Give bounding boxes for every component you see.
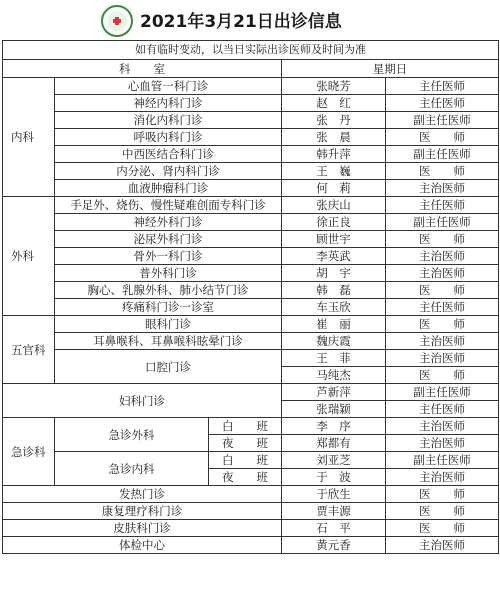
emergency-unit: 急诊外科 [55, 418, 209, 452]
doctor-name: 于 波 [282, 469, 386, 486]
shift-name: 夜 班 [209, 469, 282, 486]
table-row [3, 231, 499, 248]
page-title: 2021年3月21日出诊信息 [140, 12, 342, 32]
doctor-name: 胡 宇 [282, 265, 386, 282]
category-internal: 内科 [3, 78, 55, 197]
doctor-title: 医 师 [386, 316, 499, 333]
doctor-title: 主任医师 [386, 197, 499, 214]
clinic-name: 中西医结合科门诊 [55, 146, 282, 163]
doctor-title: 医 师 [386, 231, 499, 248]
doctor-title: 医 师 [386, 367, 499, 384]
doctor-name: 郑都有 [282, 435, 386, 452]
clinic-name: 康复理疗科门诊 [3, 503, 282, 520]
shift-name: 白 班 [209, 452, 282, 469]
doctor-name: 李 序 [282, 418, 386, 435]
clinic-name: 胸心、乳腺外科、肺小结节门诊 [55, 282, 282, 299]
doctor-name: 赵 红 [282, 95, 386, 112]
table-row [3, 418, 499, 435]
doctor-name: 马纯杰 [282, 367, 386, 384]
doctor-name: 魏庆霞 [282, 333, 386, 350]
table-row [3, 163, 499, 180]
doctor-title: 主任医师 [386, 401, 499, 418]
clinic-name: 手足外、烧伤、慢性疑难创面专科门诊 [55, 197, 282, 214]
table-row [3, 180, 499, 197]
clinic-name: 骨外一科门诊 [55, 248, 282, 265]
table-row [3, 486, 499, 503]
doctor-title: 主治医师 [386, 180, 499, 197]
table-row [3, 146, 499, 163]
clinic-name: 普外科门诊 [55, 265, 282, 282]
doctor-name: 张 晨 [282, 129, 386, 146]
doctor-name: 张晓芳 [282, 78, 386, 95]
doctor-title: 医 师 [386, 282, 499, 299]
category-surgery: 外科 [3, 197, 55, 316]
table-row [3, 350, 499, 367]
table-row [3, 282, 499, 299]
doctor-title: 主治医师 [386, 469, 499, 486]
doctor-name: 顾世宇 [282, 231, 386, 248]
doctor-title: 主治医师 [386, 435, 499, 452]
table-row [3, 112, 499, 129]
clinic-name: 体检中心 [3, 537, 282, 554]
table-row [3, 214, 499, 231]
doctor-title: 主治医师 [386, 350, 499, 367]
clinic-name: 神经内科门诊 [55, 95, 282, 112]
clinic-name: 皮肤科门诊 [3, 520, 282, 537]
clinic-name: 泌尿外科门诊 [55, 231, 282, 248]
doctor-name: 张庆山 [282, 197, 386, 214]
header-day: 星期日 [282, 60, 499, 78]
clinic-name: 妇科门诊 [3, 384, 282, 418]
table-row [3, 520, 499, 537]
table-row [3, 384, 499, 401]
doctor-title: 副主任医师 [386, 452, 499, 469]
doctor-title: 主治医师 [386, 537, 499, 554]
doctor-title: 副主任医师 [386, 112, 499, 129]
doctor-title: 医 师 [386, 163, 499, 180]
doctor-title: 医 师 [386, 129, 499, 146]
clinic-name: 神经外科门诊 [55, 214, 282, 231]
shift-name: 夜 班 [209, 435, 282, 452]
logo-cross-vertical [115, 17, 119, 25]
notice-text: 如有临时变动，以当日实际出诊医师及时间为准 [3, 41, 499, 60]
table-row [3, 316, 499, 333]
doctor-title: 副主任医师 [386, 146, 499, 163]
doctor-name: 韩升萍 [282, 146, 386, 163]
doctor-name: 贾丰源 [282, 503, 386, 520]
doctor-title: 主任医师 [386, 78, 499, 95]
shift-name: 白 班 [209, 418, 282, 435]
doctor-name: 张瑞颖 [282, 401, 386, 418]
doctor-name: 徐正良 [282, 214, 386, 231]
doctor-name: 石 平 [282, 520, 386, 537]
doctor-name: 王 巍 [282, 163, 386, 180]
clinic-name: 血液肿瘤科门诊 [55, 180, 282, 197]
clinic-name: 口腔门诊 [55, 350, 282, 384]
doctor-title: 副主任医师 [386, 214, 499, 231]
table-row [3, 452, 499, 469]
table-row [3, 248, 499, 265]
table-row [3, 299, 499, 316]
doctor-name: 黄元香 [282, 537, 386, 554]
table-row [3, 333, 499, 350]
clinic-name: 耳鼻喉科、耳鼻喉科眩晕门诊 [55, 333, 282, 350]
hospital-logo-icon [101, 5, 133, 37]
table-row [3, 78, 499, 95]
doctor-title: 医 师 [386, 503, 499, 520]
table-row [3, 197, 499, 214]
category-emergency: 急诊科 [3, 418, 55, 486]
schedule-table [2, 40, 499, 554]
clinic-name: 消化内科门诊 [55, 112, 282, 129]
clinic-name: 疼痛科门诊一诊室 [55, 299, 282, 316]
doctor-name: 李英武 [282, 248, 386, 265]
doctor-title: 医 师 [386, 520, 499, 537]
clinic-name: 内分泌、肾内科门诊 [55, 163, 282, 180]
doctor-title: 主治医师 [386, 265, 499, 282]
table-row [3, 537, 499, 554]
table-row [3, 95, 499, 112]
doctor-name: 王 菲 [282, 350, 386, 367]
doctor-name: 韩 磊 [282, 282, 386, 299]
doctor-title: 副主任医师 [386, 384, 499, 401]
doctor-name: 崔 丽 [282, 316, 386, 333]
doctor-title: 主任医师 [386, 299, 499, 316]
clinic-name: 发热门诊 [3, 486, 282, 503]
doctor-title: 主治医师 [386, 418, 499, 435]
doctor-title: 主治医师 [386, 248, 499, 265]
header-section: 科 室 [3, 60, 282, 78]
category-ent: 五官科 [3, 316, 55, 384]
clinic-name: 呼吸内科门诊 [55, 129, 282, 146]
doctor-name: 何 莉 [282, 180, 386, 197]
table-row [3, 129, 499, 146]
doctor-name: 张 丹 [282, 112, 386, 129]
clinic-name: 心血管一科门诊 [55, 78, 282, 95]
table-row [3, 503, 499, 520]
doctor-title: 主治医师 [386, 333, 499, 350]
doctor-name: 刘亚芝 [282, 452, 386, 469]
doctor-name: 车玉欣 [282, 299, 386, 316]
emergency-unit: 急诊内科 [55, 452, 209, 486]
doctor-title: 医 师 [386, 486, 499, 503]
doctor-name: 于欣生 [282, 486, 386, 503]
doctor-name: 芦新萍 [282, 384, 386, 401]
doctor-title: 主任医师 [386, 95, 499, 112]
clinic-name: 眼科门诊 [55, 316, 282, 333]
table-row [3, 265, 499, 282]
